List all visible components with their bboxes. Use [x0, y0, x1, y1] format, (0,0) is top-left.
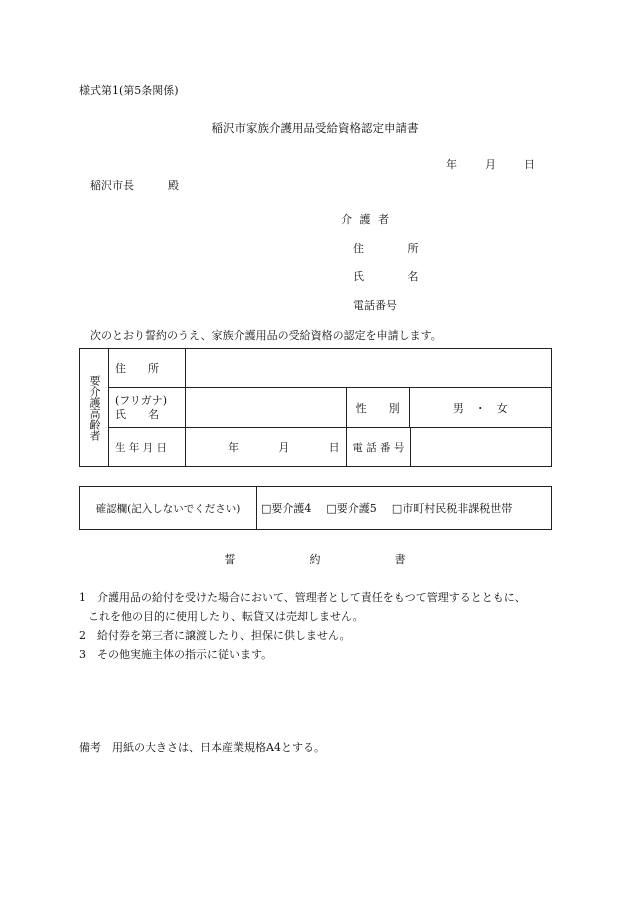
oath-title [0, 551, 630, 567]
confirmation-table [79, 486, 552, 530]
oath-item-1-line-1: 1 介護用品の給付を受けた場合において、管理者として責任をもつて管理するとともに、 [79, 591, 526, 604]
check-tax-exempt-household[interactable]: □市町村民税非課税世帯 [391, 502, 513, 515]
confirmation-label: 確認欄(記入しないでください) [80, 487, 257, 530]
oath-item-3: 3 その他実施主体の指示に従います。 [79, 648, 273, 661]
applicant-label: 介 護 者 [341, 213, 391, 226]
date-day-label: 日 [524, 158, 535, 171]
birth-day-label: 日 [328, 441, 340, 454]
application-date[interactable] [446, 156, 535, 172]
applicant-name-label[interactable]: 氏 名 [353, 270, 439, 283]
confirmation-options [257, 487, 552, 530]
date-year-label: 年 [446, 158, 457, 171]
elder-address-label: 住 所 [109, 349, 186, 388]
elder-section-label: 要介護高齢者 [80, 349, 109, 467]
elder-gender-label: 性 別 [346, 388, 409, 428]
form-number: 様式第1(第5条関係) [79, 84, 179, 97]
document-title: 稲沢市家族介護用品受給資格認定申請書 [211, 121, 419, 135]
elder-address-field[interactable] [186, 349, 552, 388]
elder-name-field[interactable] [186, 388, 347, 428]
elder-phone-field[interactable] [411, 428, 552, 467]
elder-name-label-cell [109, 388, 186, 428]
check-care-level-5[interactable]: □要介護5 [326, 502, 377, 515]
elder-birthdate-field[interactable] [186, 428, 347, 467]
addressee-honorific: 殿 [168, 179, 179, 192]
remarks: 備考 用紙の大きさは、日本産業規格A4とする。 [79, 741, 325, 754]
oath-item-1-line-2: これを他の目的に使用したり、転貸又は売却しません。 [88, 610, 364, 623]
elder-birthdate-label: 生 年 月 日 [109, 428, 186, 467]
elder-info-table [79, 348, 552, 467]
elder-name-label: 氏 名 [115, 407, 159, 421]
applicant-address-label[interactable]: 住 所 [353, 242, 439, 255]
addressee-name: 稲沢市長 [90, 179, 134, 192]
oath-title-char-2: 約 [309, 553, 321, 566]
oath-item-2: 2 給付券を第三者に譲渡したり、担保に供しません。 [79, 629, 351, 642]
addressee [90, 177, 179, 193]
check-care-level-4[interactable]: □要介護4 [261, 502, 312, 515]
birth-year-label: 年 [228, 441, 239, 454]
elder-phone-label: 電 話 番 号 [346, 428, 410, 467]
elder-furigana-label: (フリガナ) [115, 393, 168, 407]
declaration-text: 次のとおり誓約のうえ、家族介護用品の受給資格の認定を申請します。 [90, 329, 442, 342]
applicant-phone-label[interactable]: 電話番号 [353, 299, 397, 312]
oath-title-char-3: 書 [394, 553, 406, 566]
date-month-label: 月 [485, 158, 496, 171]
oath-title-char-1: 誓 [224, 553, 236, 566]
birth-month-label: 月 [278, 441, 290, 454]
elder-gender-options[interactable]: 男 ・ 女 [409, 388, 551, 428]
